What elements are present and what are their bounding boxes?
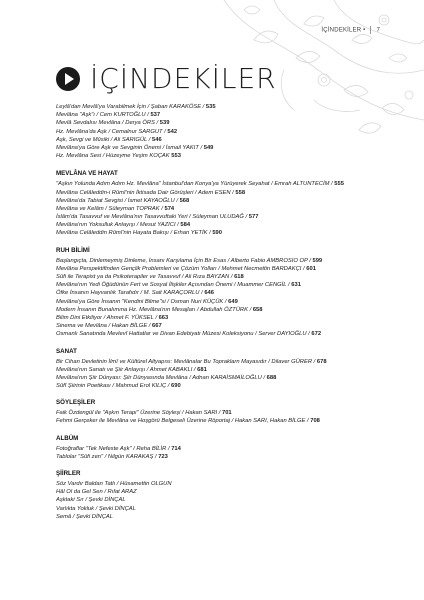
toc-entry xyxy=(56,417,386,425)
entry-title: Aşktaki Sır / Şevki DİNÇAL xyxy=(56,497,126,504)
toc-entry xyxy=(56,513,386,521)
page-number: 7 xyxy=(376,27,380,34)
toc-entry xyxy=(56,496,386,504)
toc-entry xyxy=(56,409,386,417)
entry-page-number: 658 xyxy=(252,306,263,313)
entry-title: Aşk, Sevgi ve Mûsiki / Ali SARIGÜL / xyxy=(56,136,151,143)
running-title: İÇİNDEKİLER • xyxy=(321,27,366,34)
toc-entry xyxy=(56,306,386,314)
entry-title: Mevlâna ve Kelâm / Süleyman TOPRAK / xyxy=(56,205,163,212)
entry-page-number: 590 xyxy=(212,230,222,237)
entry-title: Leylâ'dan Mevlâ'ya Varabilmek İçin / Şaban KARAKÖSE / xyxy=(56,104,205,110)
toc-section xyxy=(56,169,386,237)
entry-title: Mevlâna'nın Sanatı ve Şiir Anlayışı / Ahmet KABAKLI / xyxy=(56,366,196,373)
toc-entry xyxy=(56,273,386,281)
entry-page-number: 584 xyxy=(180,222,191,229)
toc-entry xyxy=(56,505,386,513)
entry-page-number: 708 xyxy=(310,418,320,425)
running-header xyxy=(321,26,380,34)
toc-section xyxy=(56,398,386,425)
entry-title: Öfke İnsanın Hayvanlık Tarafıdır / M. Sait KARAÇORLU / xyxy=(56,290,203,297)
intro-entries xyxy=(56,103,386,160)
toc-entry xyxy=(56,445,386,453)
toc-entry xyxy=(56,281,386,289)
toc-entry xyxy=(56,197,386,205)
entry-page-number: 714 xyxy=(171,445,181,452)
entry-page-number: 599 xyxy=(312,257,323,264)
entry-title: Hz. Mevlâna'da Aşk / Cemalnur SARGUT / xyxy=(56,128,166,135)
entry-page-number: 672 xyxy=(311,331,322,338)
entry-page-number: 701 xyxy=(221,410,232,417)
toc-entry xyxy=(56,213,386,221)
toc-sections xyxy=(56,169,386,521)
table-of-contents xyxy=(56,103,386,529)
entry-title: Mevlâna Celâleddin-i Rûmî'nin İktisada Dair Görüşleri / Adem ESEN / xyxy=(56,189,234,196)
entry-title: Faik Özdengül ile "Aşkın Terapi" Üzerine Söyleşi / Hakan SARI / xyxy=(56,410,221,417)
section-heading: SÖYLEŞİLER xyxy=(56,399,96,407)
toc-entry xyxy=(56,374,386,382)
entry-title: Mevlâna'nın Yoksulluk Anlayışı / Mesut YAZICI / xyxy=(56,222,179,229)
entry-page-number: 667 xyxy=(152,323,162,330)
toc-entry xyxy=(56,111,386,119)
toc-entry xyxy=(56,480,386,488)
section-heading: ALBÜM xyxy=(56,434,79,442)
toc-entry xyxy=(56,189,386,197)
entry-title: Modern İnsanın Bunalımına Hz. Mevlâna'nın Mesajları / Abdullah ÖZTÜRK / xyxy=(56,306,252,313)
entry-page-number: 723 xyxy=(158,453,168,460)
toc-entry xyxy=(56,136,386,144)
entry-title: İslâm'da Tasavvuf ve Mevlâna'nın Tasavvuftaki Yeri / Süleyman ULUDAĞ / xyxy=(56,214,248,221)
entry-page-number: 577 xyxy=(248,214,259,221)
entry-page-number: 553 xyxy=(171,153,181,160)
entry-title: Mevlâna'ya Göre Aşk ve Sevginin Önemi / İsmail YAKIT / xyxy=(56,144,203,151)
entry-title: Başlangıçta, Dinlemeymiş Dinleme, İnsanı Karşılama İçin Bir Esas / Alberto Fabio AMBROSIO OP / xyxy=(56,257,311,264)
entry-page-number: 631 xyxy=(291,282,301,289)
entry-title: Mevlâna "Aşk"ı / Cem KURTOĞLU / xyxy=(56,112,149,119)
entry-title: Mevlâna'nın Yedi Öğüdünün Fert ve Sosyal İlişkiler Açısından Önemi / Muammer CENGİL / xyxy=(56,282,290,289)
toc-entry xyxy=(56,330,386,338)
entry-page-number: 542 xyxy=(167,128,178,135)
play-icon xyxy=(56,67,80,91)
page-title: İÇİNDEKİLER xyxy=(90,62,277,95)
toc-entry xyxy=(56,265,386,273)
toc-entry xyxy=(56,289,386,297)
entry-title: Sinema ve Mevlâna / Hakan BİLGE / xyxy=(56,323,151,330)
entry-page-number: 537 xyxy=(150,112,161,119)
toc-entry xyxy=(56,453,386,461)
entry-page-number: 549 xyxy=(203,144,214,151)
toc-entry xyxy=(56,103,386,111)
entry-page-number: 646 xyxy=(204,290,214,297)
entry-page-number: 539 xyxy=(159,120,170,127)
toc-section xyxy=(56,347,386,391)
entry-title: Hâl Ol da Gel Sen / Rıfat ARAZ xyxy=(56,489,137,496)
page-title-block xyxy=(56,62,277,95)
entry-page-number: 546 xyxy=(152,136,162,143)
entry-title: Sûfi ile Terapist ya da Psikoterapiler ve Tasavvuf / Ali Rıza BAYZAN / xyxy=(56,274,233,280)
entry-title: Mevlâ Sevdalısı Mevlâna / Derya ÖRS / xyxy=(56,120,159,127)
toc-entry xyxy=(56,144,386,152)
entry-page-number: 558 xyxy=(235,189,246,196)
entry-title: Osmanlı Sanatında Mevlevî Hattatlar ve Divan Edebiyatı Müzesi Koleksiyonu / Server DAYIOĞLU / xyxy=(56,331,310,338)
entry-page-number: 601 xyxy=(306,265,316,272)
entry-page-number: 663 xyxy=(158,314,169,321)
toc-entry xyxy=(56,119,386,127)
toc-entry xyxy=(56,298,386,306)
toc-section xyxy=(56,246,386,339)
toc-entry xyxy=(56,205,386,213)
entry-title: Mevlâna Perspektifinden Gençlik Problemleri ve Çözüm Yolları / Mehmet Necmettin BARDAKÇI / xyxy=(56,265,305,272)
entry-title: Semâ / Şevki DİNÇAL xyxy=(56,513,114,520)
entry-page-number: 649 xyxy=(228,298,238,305)
entry-page-number: 681 xyxy=(197,366,207,373)
entry-title: Sûfî Şiirinin Poetikası / Mahmud Erol KILIÇ / xyxy=(56,383,170,390)
section-heading: SANAT xyxy=(56,347,77,355)
entry-title: Fehmi Gerçeker ile Mevlâna ve Hoşgörü Belgeseli Üzerine Röportaj / Hakan SARI, Hakan BİLGE / xyxy=(56,418,309,425)
entry-title: Bir Cihan Devletinin İlmî ve Kültürel Altyapısı: Mevlânalar Bu Topraklarn Mayasıdır / Dilaver GÜRER / xyxy=(56,358,316,365)
toc-entry xyxy=(56,382,386,390)
toc-entry xyxy=(56,128,386,136)
entry-title: Tablolar "Sûfi zen" / Nilgün KARAKAŞ / xyxy=(56,453,157,460)
entry-page-number: 568 xyxy=(179,197,190,204)
toc-section xyxy=(56,469,386,521)
entry-page-number: 678 xyxy=(316,358,327,365)
toc-entry xyxy=(56,152,386,160)
entry-title: Fotoğraflar "Tek Nefeste Aşk" / Reha BİLİR / xyxy=(56,445,170,452)
toc-entry xyxy=(56,221,386,229)
entry-title: Mevlâna'da Tabiat Sevgisi / İsmet KAYAOĞLU / xyxy=(56,197,178,204)
entry-title: Mevlâna'ya Göre İnsanın "Kendini Bilme"si / Osman Nuri KÜÇÜK / xyxy=(56,298,227,305)
toc-section xyxy=(56,434,386,461)
toc-entry xyxy=(56,358,386,366)
toc-entry xyxy=(56,314,386,322)
entry-page-number: 555 xyxy=(334,181,344,188)
toc-entry xyxy=(56,366,386,374)
section-heading: ŞİİRLER xyxy=(56,470,81,477)
entry-title: Mevlâna Celâleddin Rûmî'nin Hayata Bakışı / Erhan YETİK / xyxy=(56,230,211,237)
section-heading: MEVLÂNA VE HAYAT xyxy=(56,170,118,178)
toc-entry xyxy=(56,229,386,237)
section-heading: RUH BİLİMİ xyxy=(56,246,90,254)
toc-entry xyxy=(56,322,386,330)
entry-title: Varlıkta Yokluk / Şevki DİNÇAL xyxy=(56,505,136,512)
entry-title: Mevlâna'nın Şiir Dünyası: Şiir Dünyasında Mevlâna / Adnan KARAİSMAİLOĞLU / xyxy=(56,374,266,381)
toc-entry xyxy=(56,488,386,496)
entry-title: Hz. Mevlâna Sesi / Hüzeyme Yeşim KOÇAK xyxy=(56,153,170,160)
entry-page-number: 535 xyxy=(205,104,216,110)
entry-title: Bilim Dini Etkiliyor / Ahmet F. YÜKSEL / xyxy=(56,314,157,321)
entry-page-number: 618 xyxy=(234,274,244,280)
header-divider xyxy=(370,26,371,34)
entry-title: "Aşkın Yolunda Adım Adım Hz. Mevlâna" İstanbul'dan Konya'ya Yürüyerek Seyahat / Emrah ALTUNTECİM / xyxy=(56,181,333,188)
entry-page-number: 574 xyxy=(164,205,175,212)
toc-entry xyxy=(56,257,386,265)
entry-title: Söz Vardır Baldan Tatlı / Hüsamettin OLGUN xyxy=(56,481,172,487)
entry-page-number: 688 xyxy=(266,374,277,381)
entry-page-number: 690 xyxy=(171,383,181,390)
toc-entry xyxy=(56,180,386,188)
